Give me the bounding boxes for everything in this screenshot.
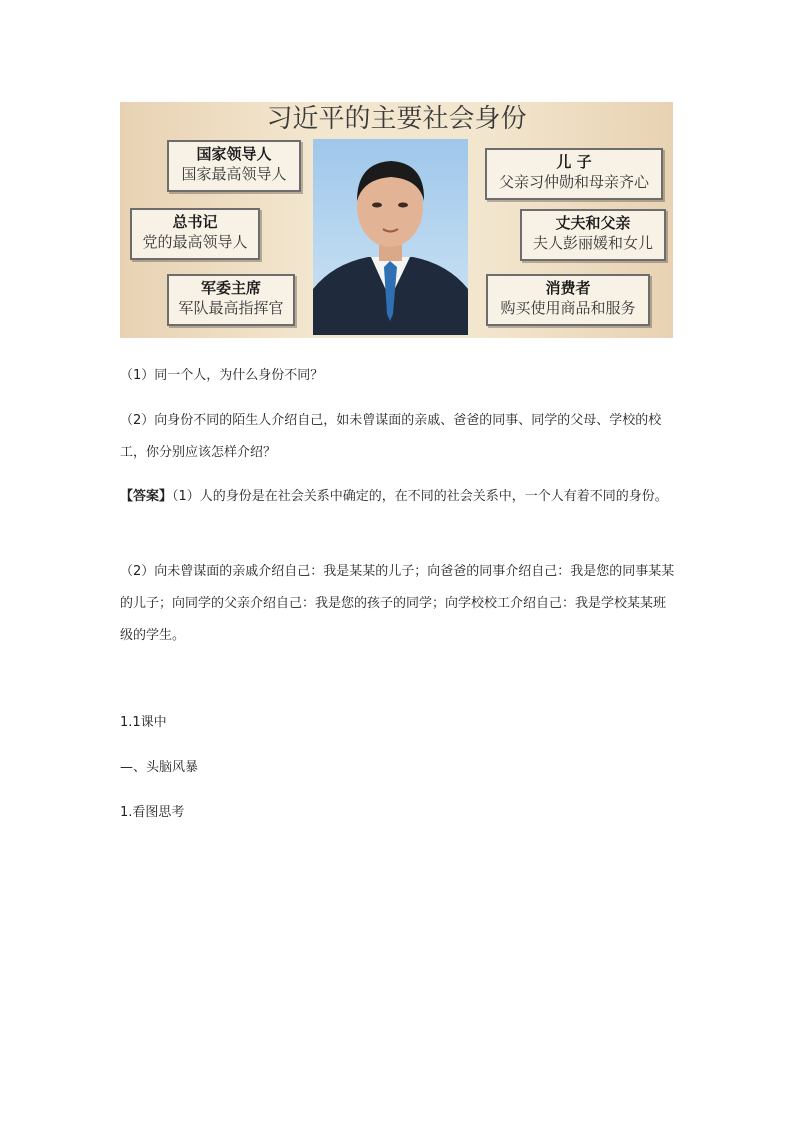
portrait-illustration (313, 139, 468, 335)
card-desc: 购买使用商品和服务 (500, 299, 636, 317)
card-desc: 军队最高指挥官 (178, 299, 284, 317)
card-title: 儿 子 (556, 153, 592, 171)
question-1: （1）同一个人，为什么身份不同？ (120, 368, 324, 383)
answer-label: 【答案】 (120, 489, 173, 504)
card-consumer (486, 274, 650, 326)
card-desc: 党的最高领导人 (142, 233, 248, 251)
card-title: 消费者 (545, 279, 591, 297)
card-military-chairman (167, 274, 295, 326)
card-title: 军委主席 (200, 279, 261, 297)
card-desc: 父亲习仲勋和母亲齐心 (498, 173, 649, 191)
question-2: （2）向身份不同的陌生人介绍自己，如未曾谋面的亲戚、爸爸的同事、同学的父母、学校的校工，你分别应该怎样介绍？ (120, 413, 662, 460)
card-desc: 国家最高领导人 (181, 165, 287, 183)
answer-1-text: （1）人的身份是在社会关系中确定的，在不同的社会关系中，一个人有着不同的身份。 (172, 489, 668, 504)
card-general-secretary (130, 208, 260, 260)
section-heading-2: —、头脑风暴 (120, 760, 199, 775)
identity-figure (120, 102, 673, 338)
card-desc: 夫人彭丽媛和女儿 (532, 234, 653, 252)
card-son (485, 148, 663, 200)
card-title: 总书记 (172, 213, 218, 231)
portrait-photo (313, 139, 468, 335)
card-title: 丈夫和父亲 (555, 214, 631, 232)
section-heading-3: 1.看图思考 (120, 805, 185, 820)
answer-1 (120, 481, 675, 513)
figure-title: 习近平的主要社会身份 (266, 104, 527, 134)
card-national-leader (167, 140, 301, 192)
section-heading-1: 1.1课中 (120, 715, 167, 730)
answer-2: （2）向未曾谋面的亲戚介绍自己：我是某某的儿子；向爸爸的同事介绍自己：我是您的同事某某的儿子；向同学的父亲介绍自己：我是您的孩子的同学；向学校校工介绍自己：我是学校某某班级的学生。 (120, 564, 675, 643)
card-husband-father (520, 209, 666, 261)
card-title: 国家领导人 (196, 145, 272, 163)
